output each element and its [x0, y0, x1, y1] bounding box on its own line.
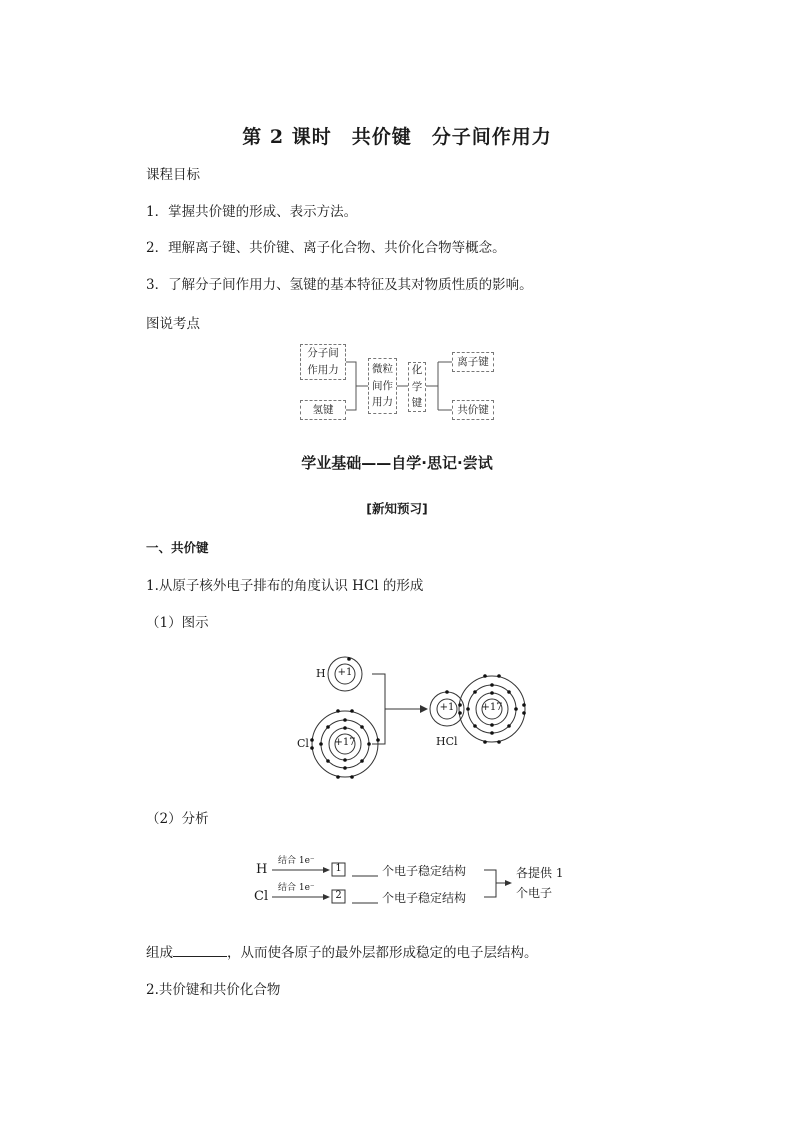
sentence-prefix: 组成 — [146, 945, 173, 961]
item-1: 1.从原子核外电子排布的角度认识 HCl 的形成 — [146, 578, 424, 594]
sentence-suffix: ，从而使各原子的最外层都形成稳定的电子层结构。 — [227, 945, 538, 961]
box-1-marker: 1 — [335, 863, 342, 874]
goal-item-2: 2．理解离子键、共价键、离子化合物、共价化合物等概念。 — [146, 240, 506, 256]
answer-blank[interactable] — [173, 944, 227, 957]
cl-nucleus: +17 — [334, 737, 356, 748]
section-title: 学业基础——自学·思记·尝试 — [301, 454, 493, 472]
chemical-bond-char-1: 化 — [411, 363, 423, 376]
box-2-marker: 2 — [335, 890, 342, 901]
hcl-cl-nucleus: +17 — [481, 702, 503, 713]
goal-item-1: 1．掌握共价键的形成、表示方法。 — [146, 204, 358, 220]
formation-sentence — [146, 941, 538, 961]
chemical-bond-char-2: 学 — [411, 380, 423, 393]
hydrogen-bond-box: 氢键 — [300, 400, 346, 420]
particle-force-line-3: 用力 — [372, 396, 393, 409]
h-atom-label: H — [316, 667, 326, 680]
intermolecular-line-1: 分子间 — [307, 347, 339, 360]
hcl-label: HCl — [436, 735, 458, 748]
concept-map-heading: 图说考点 — [146, 316, 200, 332]
stable-structure-1: 个电子稳定结构 — [382, 864, 467, 878]
part-one-heading: 一、共价键 — [146, 540, 209, 555]
h-nucleus: +1 — [337, 667, 353, 678]
goals-heading: 课程目标 — [146, 167, 200, 183]
combine-label-1: 结合 1e⁻ — [278, 856, 315, 866]
chemical-bond-char-3: 键 — [411, 397, 423, 410]
title-topic-2: 分子间作用力 — [431, 126, 552, 148]
concept-map — [300, 340, 500, 425]
combine-label-2: 结合 1e⁻ — [278, 883, 315, 893]
intermolecular-line-2: 作用力 — [307, 364, 339, 376]
provide-electron-text — [516, 863, 563, 903]
title-topic-1: 共价键 — [351, 126, 412, 148]
hcl-formation-diagram — [297, 652, 550, 780]
particle-force-line-2: 间作 — [372, 379, 393, 392]
provide-line-2: 个电子 — [516, 886, 553, 900]
hcl-h-nucleus: +1 — [439, 702, 455, 713]
intermolecular-force-box — [300, 344, 346, 380]
analysis-diagram — [252, 850, 592, 910]
sub-1-illustration: （1）图示 — [146, 615, 209, 631]
ionic-bond-box: 离子键 — [452, 352, 494, 372]
page-title — [0, 122, 794, 149]
cl-atom-label: Cl — [297, 737, 309, 750]
title-lesson: 第 2 课时 — [242, 126, 332, 148]
stable-structure-2: 个电子稳定结构 — [382, 891, 467, 905]
analysis-cl: Cl — [254, 889, 269, 904]
particle-force-line-1: 微粒 — [372, 362, 393, 375]
goal-item-3: 3．了解分子间作用力、氢键的基本特征及其对物质性质的影响。 — [146, 277, 533, 293]
chemical-bond-box — [408, 362, 426, 412]
provide-line-1: 各提供 1 — [516, 866, 564, 880]
covalent-bond-box: 共价键 — [452, 400, 494, 420]
preview-label: [新知预习] — [366, 501, 428, 516]
particle-force-box — [368, 358, 397, 414]
item-2: 2.共价键和共价化合物 — [146, 982, 281, 998]
sub-2-analysis: （2）分析 — [146, 811, 209, 827]
analysis-h: H — [256, 862, 268, 877]
